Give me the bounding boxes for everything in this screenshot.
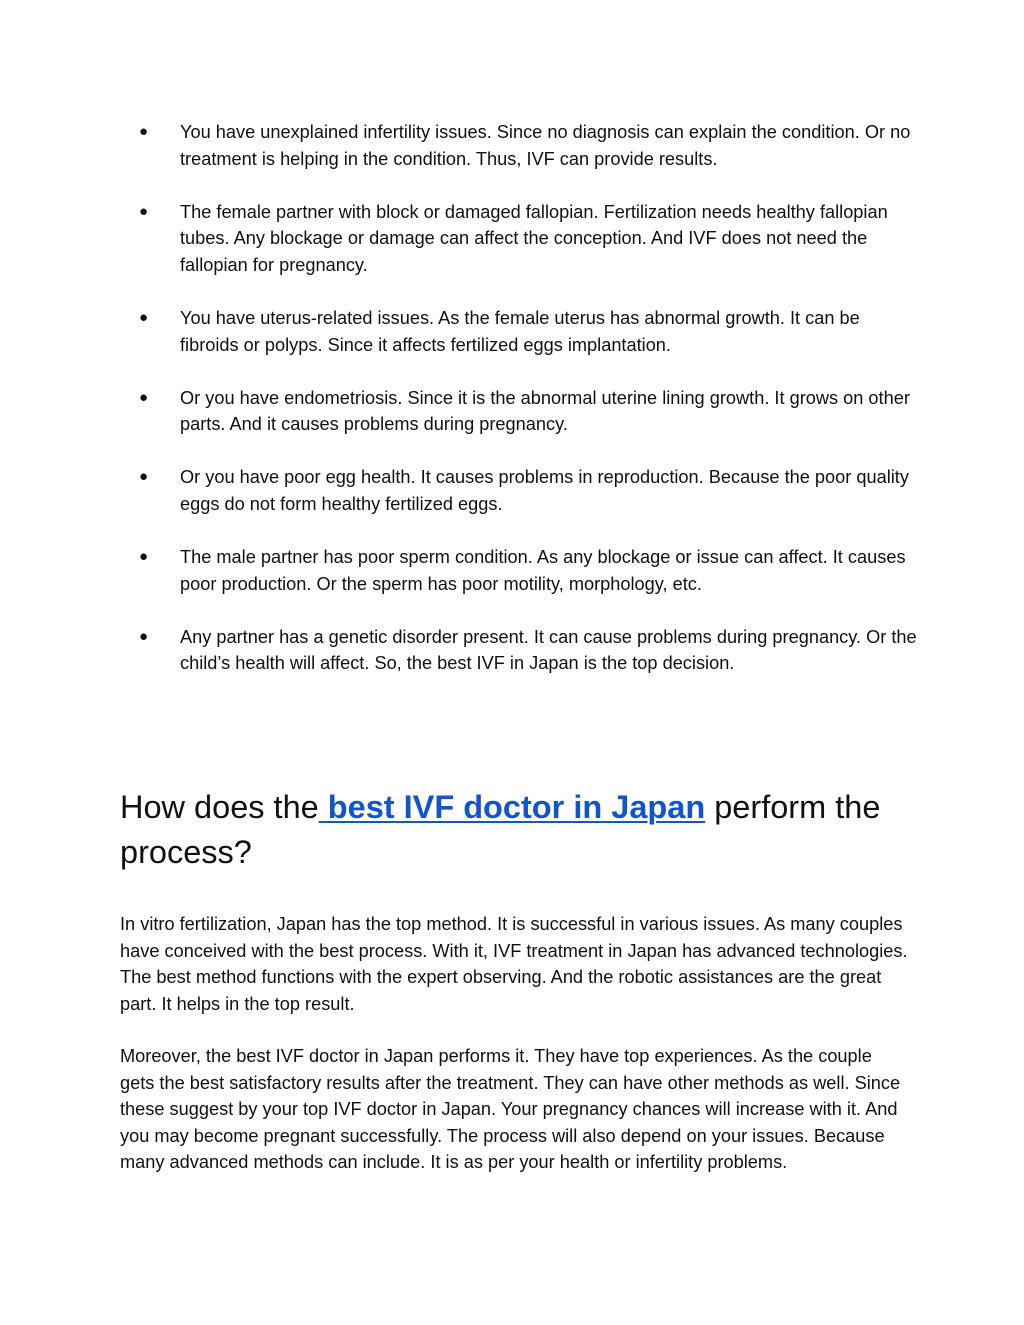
- list-item: [120, 544, 920, 597]
- list-item: [120, 624, 920, 677]
- list-item-text: Or you have endometriosis. Since it is the abnormal uterine lining growth. It grows on other parts. And it causes problems during pregnancy.: [180, 387, 910, 435]
- bullet-icon: ●: [139, 548, 149, 566]
- bullet-icon: ●: [139, 468, 149, 486]
- section-heading: [120, 785, 920, 875]
- heading-text-after: perform the process?: [120, 789, 881, 870]
- list-item-text: Or you have poor egg health. It causes problems in reproduction. Because the poor quality eggs do not form healthy fertilized eggs.: [180, 467, 909, 514]
- list-item-text: The male partner has poor sperm condition. As any blockage or issue can affect. It causes poor production. Or the sperm has poor motility, morphology, etc.: [180, 547, 906, 594]
- list-item-text: The female partner with block or damaged fallopian. Fertilization needs healthy fallopian tubes. Any blockage or damage can affect the conception. And IVF does not need the fallopian for pregnancy.: [180, 201, 888, 275]
- list-item-text: You have uterus-related issues. As the female uterus has abnormal growth. It can be fibroids or polyps. Since it affects fertilized eggs implantation.: [180, 307, 860, 355]
- list-item: [120, 385, 920, 438]
- list-item: [120, 199, 920, 279]
- best-ivf-doctor-link[interactable]: best IVF doctor in Japan: [318, 789, 706, 825]
- list-item-text: Any partner has a genetic disorder present. It can cause problems during pregnancy. Or the child’s health will affect. So, the best IVF in Japan is the top decision.: [180, 626, 917, 674]
- bullet-icon: ●: [139, 388, 149, 406]
- list-item: [120, 464, 920, 517]
- bullet-list: [120, 119, 920, 703]
- list-item-text: You have unexplained infertility issues. Since no diagnosis can explain the condition. Or no treatment is helping in the condition. Thus, IVF can provide results.: [180, 122, 911, 169]
- body-paragraph-2: Moreover, the best IVF doctor in Japan performs it. They have top experiences. As the couple gets the best satisfactory results after the treatment. They can have other methods as well. Since these suggest by your top IVF doctor in Japan. Your pregnancy chances will increase with it. And you may become pregnant successfully. The process will also depend on your issues. Because many advanced methods can include. It is as per your health or infertility problems.: [120, 1046, 901, 1173]
- list-item: [120, 305, 920, 358]
- bullet-icon: ●: [139, 308, 149, 326]
- body-paragraph-1: In vitro fertilization, Japan has the top method. It is successful in various issues. As many couples have conceived with the best process. With it, IVF treatment in Japan has advanced technologies. The best method functions with the expert observing. And the robotic assistances are the great part. It helps in the top result.: [120, 914, 908, 1014]
- bullet-icon: ●: [139, 202, 149, 220]
- bullet-icon: ●: [139, 627, 149, 645]
- bullet-icon: ●: [139, 123, 149, 140]
- heading-text-before: How does the: [120, 789, 319, 825]
- list-item: [120, 119, 920, 172]
